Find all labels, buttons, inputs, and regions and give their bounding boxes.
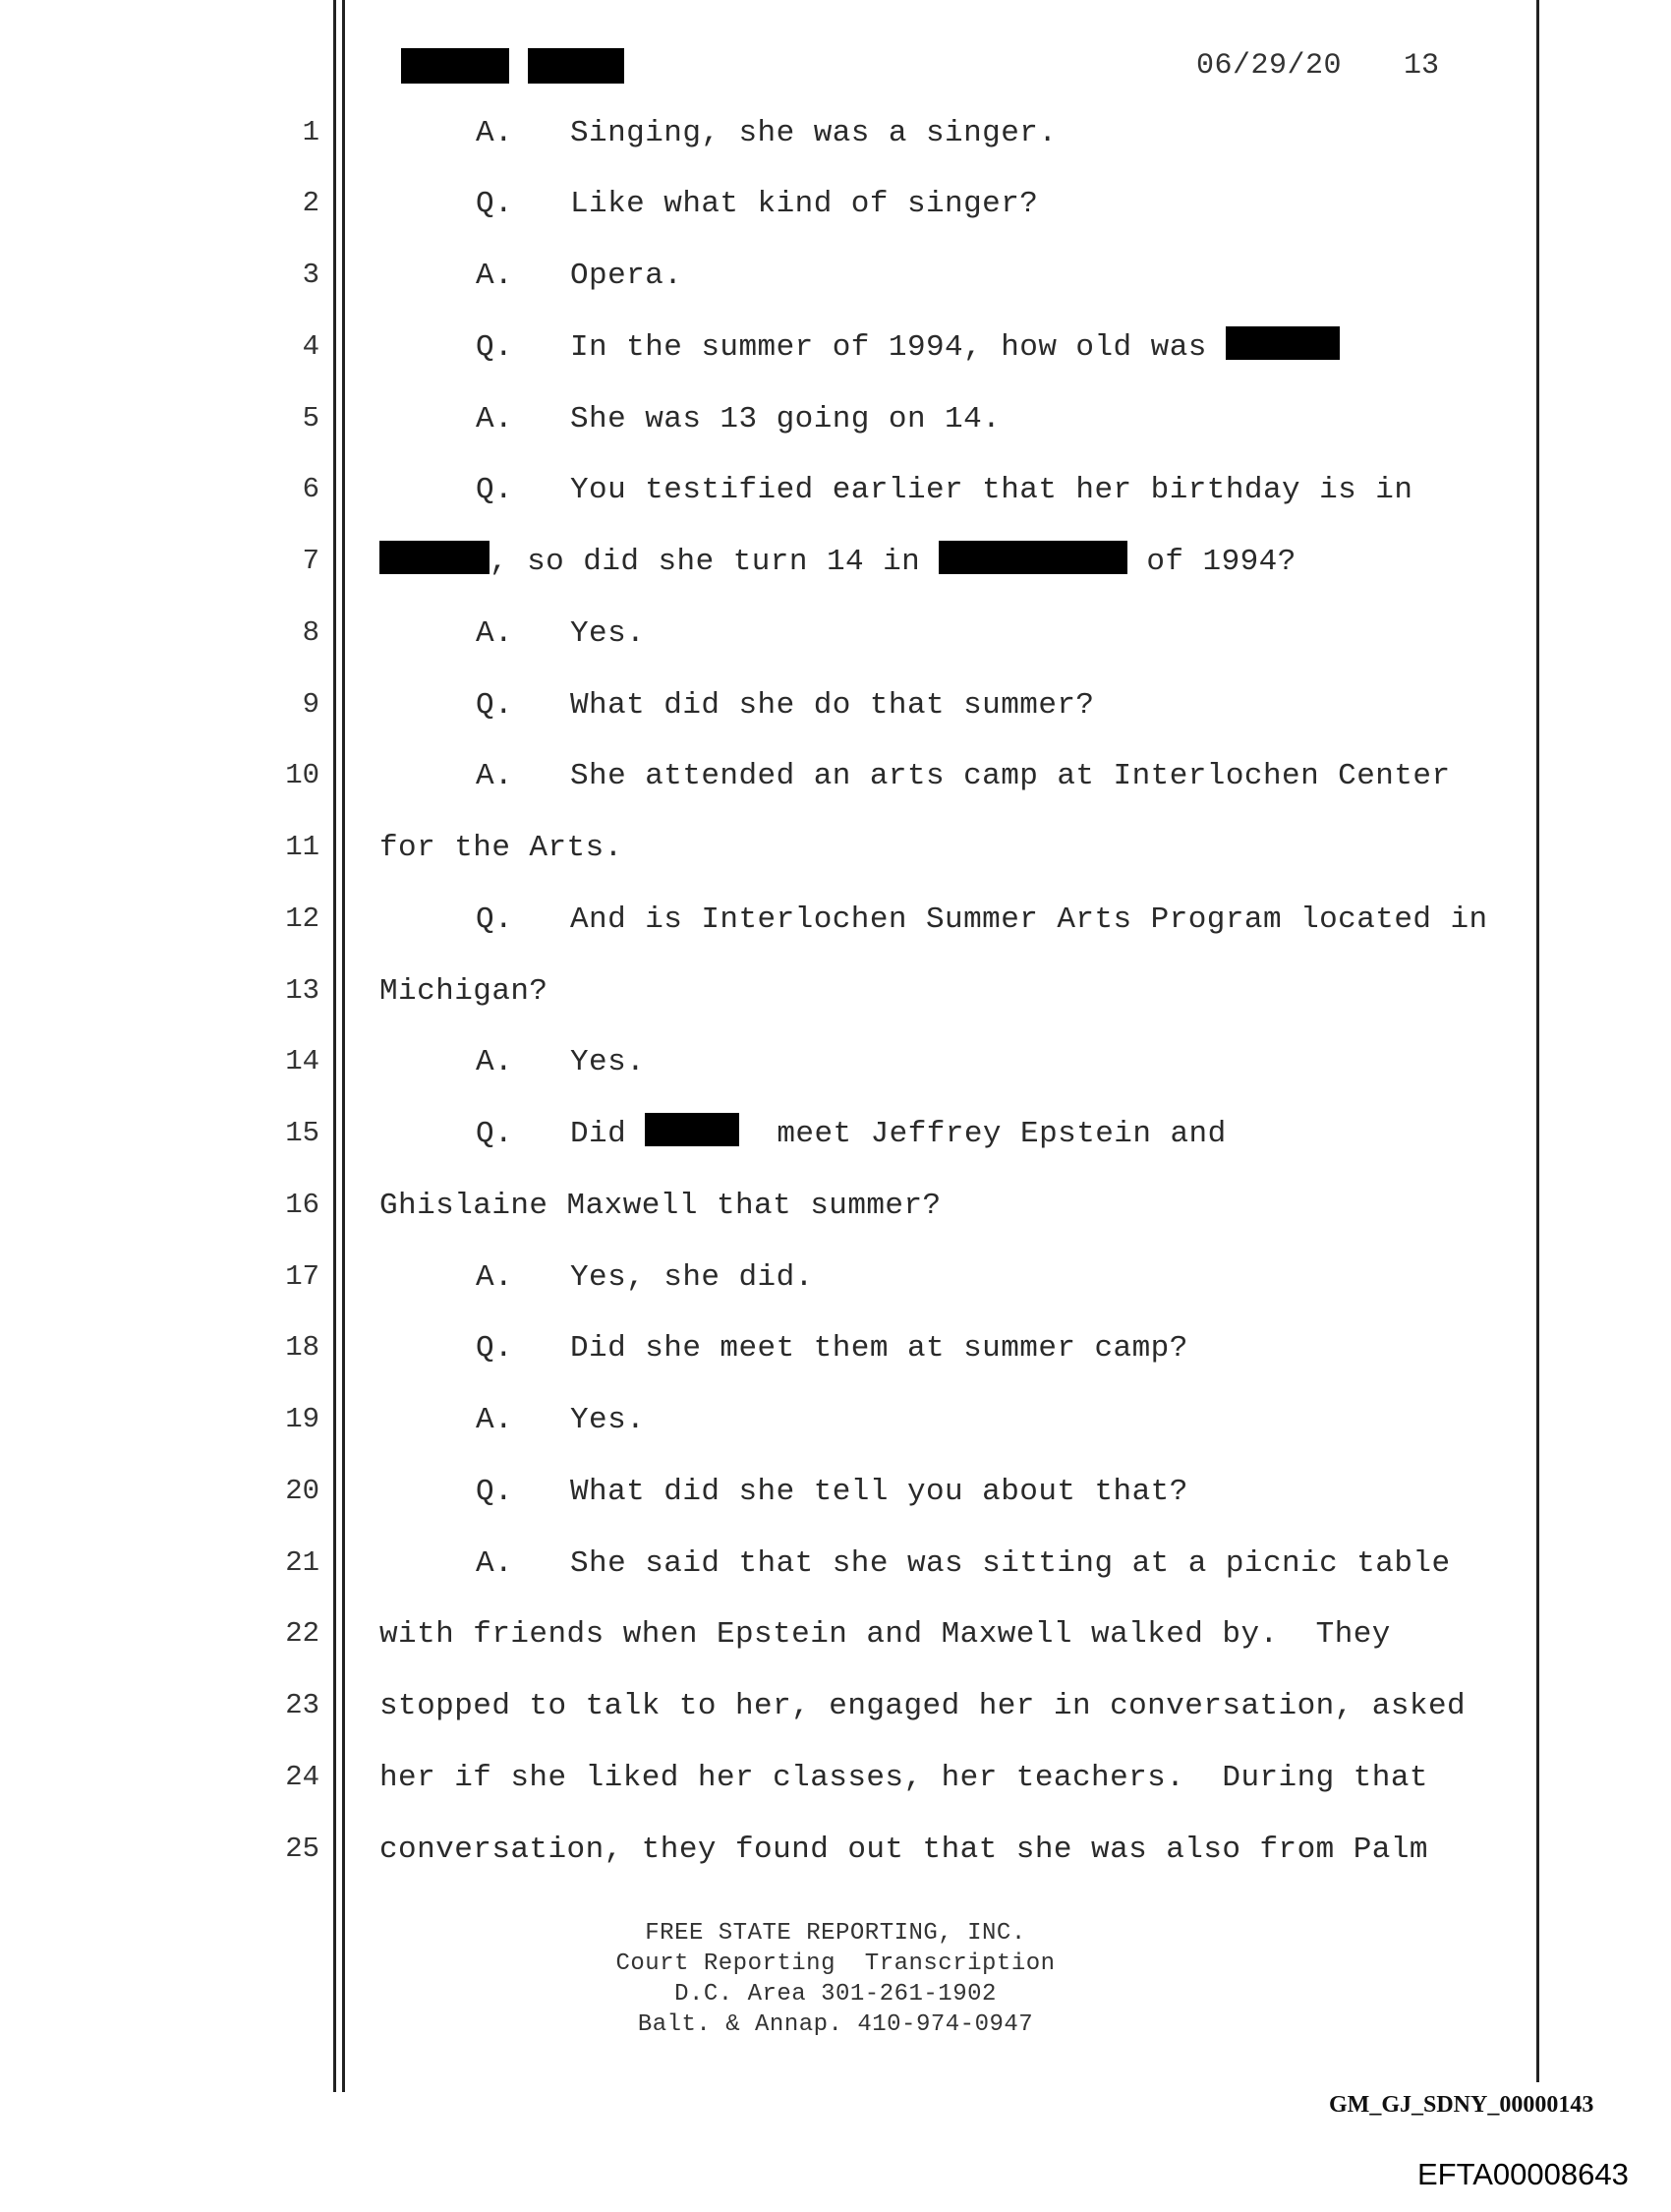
line-number: 14 — [285, 1045, 319, 1077]
transcript-line — [0, 1761, 1671, 1810]
page-number: 13 — [1404, 49, 1440, 83]
phone-baltimore: Balt. & Annap. 410-974-0947 — [637, 2011, 1034, 2038]
line-text — [476, 1546, 1451, 1581]
testimony-text: stopped to talk to her, engaged her in conversation, asked — [379, 1689, 1467, 1723]
line-text — [476, 259, 682, 293]
transcript-date: 06/29/20 — [1196, 49, 1343, 83]
transcript-line — [0, 1331, 1671, 1380]
speaker-label: A. — [476, 1403, 514, 1437]
line-text — [476, 1403, 645, 1437]
transcript-line — [0, 759, 1671, 808]
transcript-line — [0, 974, 1671, 1023]
line-text — [476, 688, 1095, 723]
line-text — [476, 187, 1038, 221]
line-number: 16 — [285, 1189, 319, 1221]
line-text — [379, 545, 1296, 579]
testimony-text: In the summer of 1994, how old was — [570, 330, 1207, 366]
line-number: 1 — [302, 116, 319, 148]
transcript-line — [0, 1117, 1671, 1166]
testimony-text: Like what kind of singer? — [570, 187, 1039, 221]
line-number: 17 — [285, 1260, 319, 1293]
efta-number: EFTA00008643 — [1417, 2157, 1629, 2191]
line-number: 15 — [285, 1117, 319, 1149]
line-number: 21 — [285, 1546, 319, 1579]
testimony-text: Singing, she was a singer. — [570, 116, 1058, 150]
speaker-label: Q. — [476, 688, 514, 723]
line-text — [476, 902, 1488, 937]
line-number: 2 — [302, 187, 319, 219]
speaker-label: Q. — [476, 1117, 514, 1152]
redaction-block — [645, 1113, 739, 1146]
speaker-label: Q. — [476, 1331, 514, 1366]
transcript-line — [0, 1045, 1671, 1094]
speaker-label: Q. — [476, 902, 514, 937]
line-text — [476, 330, 1340, 365]
line-text — [476, 1045, 645, 1079]
line-text — [476, 1117, 1227, 1151]
transcript-line — [0, 330, 1671, 379]
line-number: 8 — [302, 616, 319, 649]
speaker-label: A. — [476, 402, 514, 437]
redaction-block — [1226, 326, 1340, 360]
redaction-block — [401, 48, 509, 84]
transcript-line — [0, 1833, 1671, 1882]
transcript-line — [0, 545, 1671, 594]
testimony-text: Yes, she did. — [570, 1260, 814, 1295]
line-number: 18 — [285, 1331, 319, 1364]
testimony-text: She attended an arts camp at Interlochen Center — [570, 759, 1451, 793]
testimony-text: Yes. — [570, 1403, 646, 1437]
testimony-text: her if she liked her classes, her teachers. During that — [379, 1761, 1428, 1795]
redaction-block — [528, 48, 624, 84]
line-text — [476, 759, 1451, 793]
testimony-text: of 1994? — [1146, 545, 1296, 580]
line-number: 9 — [302, 688, 319, 721]
transcript-line — [0, 473, 1671, 522]
redaction-block — [379, 541, 490, 574]
line-text — [476, 1475, 1188, 1509]
testimony-text: Yes. — [570, 616, 646, 651]
speaker-label: A. — [476, 1260, 514, 1295]
line-number: 5 — [302, 402, 319, 435]
testimony-text: She said that she was sitting at a picnic table — [570, 1546, 1451, 1581]
testimony-text: for the Arts. — [379, 831, 623, 865]
reporter-footer — [0, 1918, 1671, 2040]
transcript-line — [0, 1617, 1671, 1666]
line-number: 13 — [285, 974, 319, 1007]
speaker-label: Q. — [476, 330, 514, 366]
line-number: 3 — [302, 259, 319, 291]
line-text — [476, 473, 1412, 507]
speaker-label: A. — [476, 1045, 514, 1079]
line-number: 12 — [285, 902, 319, 935]
line-number: 24 — [285, 1761, 319, 1793]
testimony-text: , so did she turn 14 in — [490, 545, 921, 580]
transcript-line — [0, 1475, 1671, 1524]
line-number: 20 — [285, 1475, 319, 1507]
speaker-label: A. — [476, 616, 514, 651]
line-text — [476, 402, 1001, 437]
testimony-text: She was 13 going on 14. — [570, 402, 1002, 437]
transcript-line — [0, 402, 1671, 451]
testimony-text: You testified earlier that her birthday is in — [570, 473, 1413, 507]
line-text — [476, 616, 645, 651]
testimony-text: meet Jeffrey Epstein and — [777, 1117, 1227, 1152]
testimony-text: Did she meet them at summer camp? — [570, 1331, 1188, 1366]
speaker-label: Q. — [476, 187, 514, 221]
testimony-text: conversation, they found out that she was also from Palm — [379, 1833, 1428, 1867]
line-text — [476, 1331, 1188, 1366]
testimony-text: Ghislaine Maxwell that summer? — [379, 1189, 942, 1223]
transcript-line — [0, 1689, 1671, 1738]
line-number: 19 — [285, 1403, 319, 1435]
line-number: 25 — [285, 1833, 319, 1865]
transcript-line — [0, 187, 1671, 236]
speaker-label: A. — [476, 759, 514, 793]
line-number: 11 — [285, 831, 319, 863]
line-number: 4 — [302, 330, 319, 363]
speaker-label: A. — [476, 259, 514, 293]
speaker-label: A. — [476, 1546, 514, 1581]
line-number: 10 — [285, 759, 319, 791]
line-number: 22 — [285, 1617, 319, 1650]
bates-number: GM_GJ_SDNY_00000143 — [1329, 2092, 1594, 2118]
page-header — [0, 39, 1671, 88]
line-number: 7 — [302, 545, 319, 577]
line-text — [476, 1260, 814, 1295]
redaction-block — [939, 541, 1127, 574]
transcript-line — [0, 831, 1671, 880]
reporting-services: Court Reporting Transcription — [615, 1950, 1056, 1977]
testimony-text: Opera. — [570, 259, 683, 293]
testimony-text: Yes. — [570, 1045, 646, 1079]
transcript-line — [0, 902, 1671, 952]
transcript-line — [0, 688, 1671, 737]
line-number: 23 — [285, 1689, 319, 1721]
speaker-label: A. — [476, 116, 514, 150]
transcript-line — [0, 1546, 1671, 1596]
speaker-label: Q. — [476, 473, 514, 507]
transcript-line — [0, 259, 1671, 308]
transcript-line — [0, 616, 1671, 666]
testimony-text: Michigan? — [379, 974, 548, 1009]
testimony-text: Did — [570, 1117, 627, 1152]
transcript-line — [0, 1260, 1671, 1310]
testimony-text: And is Interlochen Summer Arts Program located in — [570, 902, 1488, 937]
testimony-text: with friends when Epstein and Maxwell walked by. They — [379, 1617, 1391, 1652]
transcript-line — [0, 1189, 1671, 1238]
line-number: 6 — [302, 473, 319, 505]
transcript-line — [0, 1403, 1671, 1452]
line-text — [476, 116, 1057, 150]
phone-dc: D.C. Area 301-261-1902 — [674, 1981, 997, 2008]
testimony-text: What did she tell you about that? — [570, 1475, 1188, 1509]
transcript-line — [0, 116, 1671, 165]
testimony-text: What did she do that summer? — [570, 688, 1095, 723]
speaker-label: Q. — [476, 1475, 514, 1509]
reporting-company: FREE STATE REPORTING, INC. — [645, 1920, 1026, 1947]
